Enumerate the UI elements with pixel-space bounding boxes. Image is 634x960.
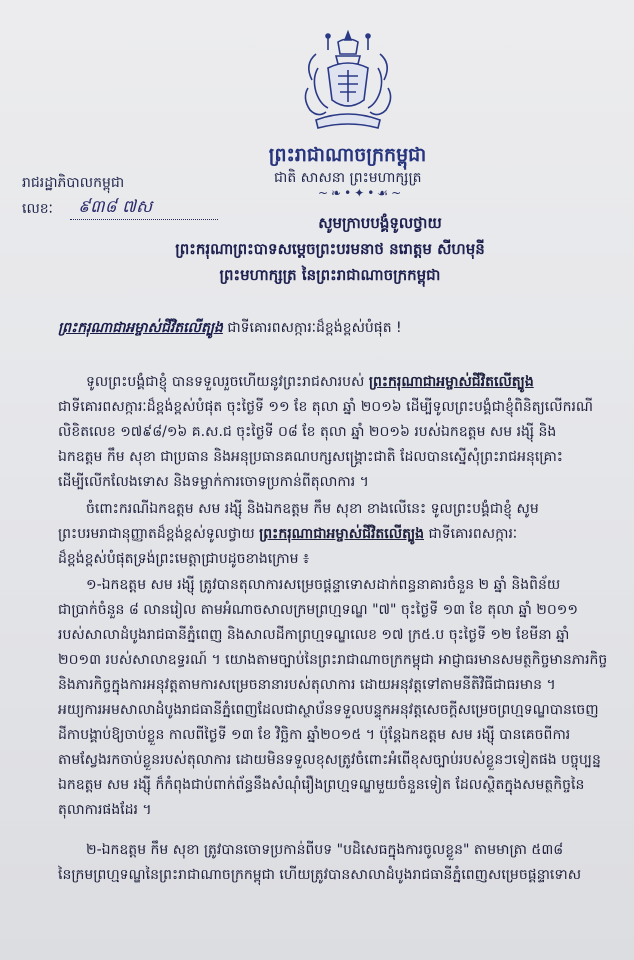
paragraph-4 — [58, 838, 614, 888]
heading-line-2: ព្រះករុណាព្រះបាទសម្តេចព្រះបរមនាថ នរោត្តម សីហមុនី — [175, 240, 485, 258]
p3-line-4: ២០១៣ របស់សាលាឧទ្ធរណ៍ ។ យោងតាមច្បាប់នៃព្រះរាជាណាចក្រកម្ពុជា អាជ្ញាធរមានសមត្ថកិច្ចមានភារកិច្ច — [58, 652, 608, 668]
p1-line-4: ឯកឧត្តម កឹម សុខា ជាប្រធាន និងអនុប្រធានគណបក្សសង្គ្រោះជាតិ ដែលបានស្នើសុំព្រះរាជអនុគ្រោះ — [58, 449, 563, 465]
p3-line-5: និងភារកិច្ចក្នុងការអនុវត្តតាមការសម្រេចនានារបស់តុលាការ ដោយអនុវត្តទៅតាមនីតិវិធីជាធរមាន ។ — [58, 677, 556, 693]
p4-line-1: ២-ឯកឧត្តម កឹម សុខា ត្រូវបានចោទប្រកាន់ពីបទ "បដិសេធក្នុងការចូលខ្លួន" តាមមាត្រា ៥៣៨ — [86, 842, 564, 858]
reference-label: លេខៈ — [22, 201, 53, 217]
national-motto: ជាតិ សាសនា ព្រះមហាក្សត្រ — [274, 170, 422, 186]
p2-line-1: ចំពោះករណីឯកឧត្តម សម រង្ស៊ី និងឯកឧត្តម កឹម សុខា ខាងលើនេះ ទូលព្រះបង្គំជាខ្ញុំ សូម — [86, 501, 539, 517]
p1-text: ទូលព្រះបង្គំជាខ្ញុំ បានទទួលរួចហើយនូវព្រះរាជសារបស់ — [86, 374, 369, 390]
government-name: រាជរដ្ឋាភិបាលកម្ពុជា — [22, 175, 125, 191]
heading-line-1: សូមក្រាបបង្គំទូលថ្វាយ — [318, 214, 442, 232]
salutation-title: ព្រះករុណាជាអម្ចាស់ជីវិតលើត្បូង — [58, 320, 223, 336]
p3-line-10: តុលាការផងដែរ ។ — [58, 802, 152, 818]
kingdom-title: ព្រះរាជាណាចក្រកម្ពុជា — [268, 144, 427, 166]
p3-line-3: របស់សាលាដំបូងរាជធានីភ្នំពេញ និងសាលដីកាព្រហ្មទណ្ឌលេខ ១៧ ក្រ៥.ប ចុះថ្ងៃទី ១២ ខែមីនា ឆ្នាំ — [58, 627, 570, 643]
paragraph-2 — [58, 497, 614, 572]
paragraph-3 — [58, 573, 614, 823]
p3-line-7: ដីកាបង្គាប់ឱ្យចាប់ខ្លួន កាលពីថ្ងៃទី ១៣ ខែ វិច្ឆិកា ឆ្នាំ២០១៥ ។ ប៉ុន្តែឯកឧត្តម សម រង្ស៊ី បានគេចពីការ — [58, 727, 571, 743]
salutation-rest: ជាទីគោរពសក្ការៈដ៏ខ្ពង់ខ្ពស់បំផុត ! — [222, 320, 402, 336]
royal-coat-of-arms-icon — [298, 28, 398, 136]
p3-line-2: ជាប្រាក់ចំនួន ៨ លានរៀល តាមអំណាចសាលក្រមព្រហ្មទណ្ឌ "៧" ចុះថ្ងៃទី ១៣ ខែ តុលា ឆ្នាំ ២០១១ — [58, 602, 578, 618]
p3-line-1: ១-ឯកឧត្តម សម រង្ស៊ី ត្រូវបានតុលាការសម្រេចផ្តន្ទាទោសដាក់ពន្ធនាគារចំនួន ២ ឆ្នាំ និងពិន័យ — [86, 577, 561, 593]
heading-line-3: ព្រះមហាក្សត្រ នៃព្រះរាជាណាចក្រកម្ពុជា — [219, 266, 441, 284]
p2-line-2 — [58, 522, 614, 547]
p1-line-3: លិខិតលេខ ១៧៩៨/១៦ គ.ស.ជ ចុះថ្ងៃទី ០៨ ខែ តុលា ឆ្នាំ ២០១៦ របស់ឯកឧត្តម សម រង្ស៊ី និង — [58, 424, 557, 440]
p3-line-9: ឯកឧត្តម សម រង្ស៊ី ក៏កំពុងជាប់ពាក់ព័ន្ធនឹងសំណុំរឿងព្រហ្មទណ្ឌមួយចំនួនទៀត ដែលស្ថិតក្នុងសមត្ថកិច្ចនៃ — [58, 777, 585, 793]
paragraph-1 — [58, 370, 614, 495]
reference-number: ៩៣៨ ៧ស — [78, 197, 153, 217]
p2-text-end: ជាទីគោរពសក្ការៈ — [424, 526, 518, 542]
p3-line-6: អយ្យការអមសាលាដំបូងរាជធានីភ្នំពេញដែលជាស្ថាប័នទទួលបន្ទុកអនុវត្តសេចក្តីសម្រេចព្រហ្មទណ្ឌបានចេញ — [58, 702, 599, 718]
p3-line-8: តាមស្វែងរកចាប់ខ្លួនរបស់តុលាការ ដោយមិនទទួលខុសត្រូវចំពោះអំពើខុសច្បាប់របស់ខ្លួនៗទៀតផង បច្ចុប្បន្ន — [58, 752, 601, 768]
p1-line-2: ជាទីគោរពសក្ការៈដ៏ខ្ពង់ខ្ពស់បំផុត ចុះថ្ងៃទី ១១ ខែ តុលា ឆ្នាំ ២០១៦ ដើម្បីទូលព្រះបង្គំជាខ្ញុំពិនិត្យលើករណី — [58, 399, 593, 415]
p1-line-1 — [58, 370, 614, 395]
p1-line-5: ដើម្បីលើកលែងទោស និងទម្លាក់ការចោទប្រកាន់ពីតុលាការ ។ — [58, 474, 369, 490]
p2-emphasis: ព្រះករុណាជាអម្ចាស់ជីវិតលើត្បូង — [259, 526, 425, 542]
addressee-heading — [50, 210, 610, 288]
motto-ornament: ~❧•✦•☙~ — [318, 186, 405, 200]
salutation — [58, 318, 402, 339]
p2-text: ព្រះបរមរាជានុញ្ញាតដ៏ខ្ពង់ខ្ពស់ទូលថ្វាយ — [58, 526, 260, 542]
p1-emphasis: ព្រះករុណាជាអម្ចាស់ជីវិតលើត្បូង — [368, 374, 534, 390]
p2-line-3: ដ៏ខ្ពង់ខ្ពស់បំផុតទ្រង់ព្រះមេត្តាជ្រាបដូចខាងក្រោម ៖ — [58, 551, 310, 567]
p4-line-2: នៃក្រមព្រហ្មទណ្ឌនៃព្រះរាជាណាចក្រកម្ពុជា ហើយត្រូវបានសាលាដំបូងរាជធានីភ្នំពេញសម្រេចផ្តន្ទាទោស — [58, 867, 582, 883]
